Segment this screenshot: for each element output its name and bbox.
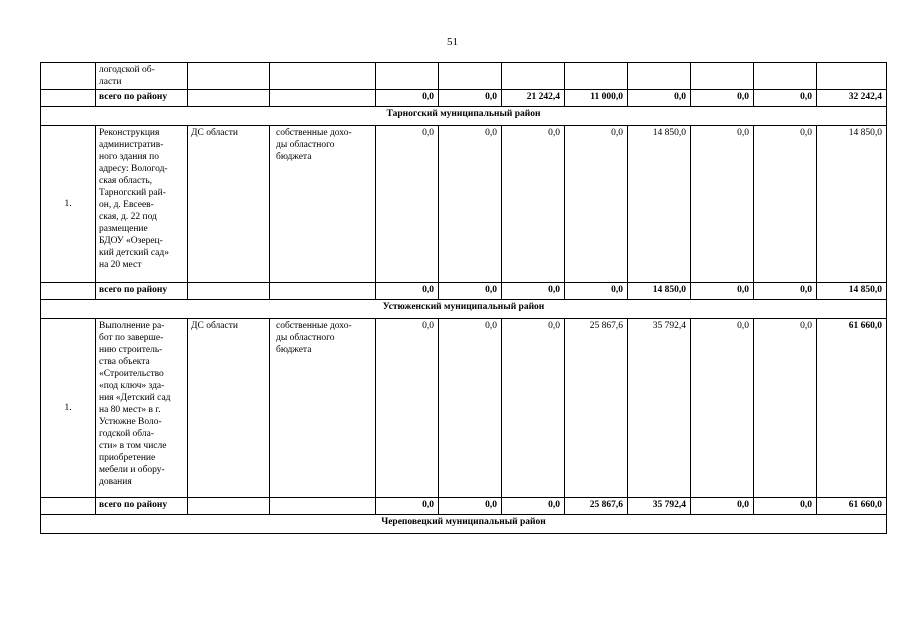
district-header-row bbox=[41, 515, 887, 534]
total-value: 14 850,0 bbox=[817, 283, 887, 300]
total-value: 0,0 bbox=[439, 498, 502, 515]
total-value: 0,0 bbox=[691, 283, 754, 300]
value-cell: 0,0 bbox=[439, 126, 502, 283]
continuation-row bbox=[41, 63, 887, 90]
total-value: 0,0 bbox=[754, 283, 817, 300]
total-row bbox=[41, 498, 887, 515]
total-value: 0,0 bbox=[754, 498, 817, 515]
row-index: 1. bbox=[41, 319, 96, 498]
total-label: всего по району bbox=[96, 283, 188, 300]
district-name: Череповецкий муниципальный район bbox=[41, 515, 887, 534]
total-value: 14 850,0 bbox=[628, 283, 691, 300]
total-value: 32 242,4 bbox=[817, 90, 887, 107]
total-value: 0,0 bbox=[376, 498, 439, 515]
value-cell: 61 660,0 bbox=[817, 319, 887, 498]
total-label: всего по району bbox=[96, 498, 188, 515]
value-cell: 0,0 bbox=[754, 126, 817, 283]
total-value: 0,0 bbox=[691, 90, 754, 107]
total-value: 0,0 bbox=[502, 283, 565, 300]
value-cell: 0,0 bbox=[376, 319, 439, 498]
total-row bbox=[41, 283, 887, 300]
total-value: 0,0 bbox=[565, 283, 628, 300]
total-value: 21 242,4 bbox=[502, 90, 565, 107]
total-value: 0,0 bbox=[691, 498, 754, 515]
total-value: 0,0 bbox=[439, 90, 502, 107]
project-row bbox=[41, 319, 887, 498]
funding-source: собственные дохо- ды областного бюджета bbox=[270, 319, 376, 498]
continuation-name: логодской об- ласти bbox=[96, 63, 188, 90]
value-cell: 35 792,4 bbox=[628, 319, 691, 498]
funding-source: собственные дохо- ды областного бюджета bbox=[270, 126, 376, 283]
responsible: ДС области bbox=[188, 319, 270, 498]
value-cell: 0,0 bbox=[691, 319, 754, 498]
total-value: 0,0 bbox=[376, 90, 439, 107]
value-cell: 0,0 bbox=[565, 126, 628, 283]
value-cell: 14 850,0 bbox=[817, 126, 887, 283]
total-label: всего по району bbox=[96, 90, 188, 107]
project-name: Выполнение ра- бот по заверше- нию строитель- ства объекта «Строительство «под ключ» зда- ния «Детский сад на 80 мест» в г. Устюжне Воло- годской обла- сти» в том числе приобретение мебели и обору- дования bbox=[96, 319, 188, 498]
value-cell: 0,0 bbox=[754, 319, 817, 498]
page-number: 51 bbox=[447, 36, 458, 48]
total-value: 11 000,0 bbox=[565, 90, 628, 107]
total-value: 0,0 bbox=[439, 283, 502, 300]
district-name: Тарногский муниципальный район bbox=[41, 107, 887, 126]
total-value: 0,0 bbox=[754, 90, 817, 107]
value-cell: 0,0 bbox=[502, 319, 565, 498]
total-value: 35 792,4 bbox=[628, 498, 691, 515]
total-value: 25 867,6 bbox=[565, 498, 628, 515]
total-value: 0,0 bbox=[502, 498, 565, 515]
row-index: 1. bbox=[41, 126, 96, 283]
value-cell: 25 867,6 bbox=[565, 319, 628, 498]
value-cell: 0,0 bbox=[439, 319, 502, 498]
budget-table bbox=[40, 62, 887, 534]
district-name: Устюженский муниципальный район bbox=[41, 300, 887, 319]
responsible: ДС области bbox=[188, 126, 270, 283]
project-row bbox=[41, 126, 887, 283]
total-value: 0,0 bbox=[376, 283, 439, 300]
total-value: 61 660,0 bbox=[817, 498, 887, 515]
value-cell: 0,0 bbox=[691, 126, 754, 283]
value-cell: 14 850,0 bbox=[628, 126, 691, 283]
district-header-row bbox=[41, 107, 887, 126]
total-row bbox=[41, 90, 887, 107]
value-cell: 0,0 bbox=[376, 126, 439, 283]
value-cell: 0,0 bbox=[502, 126, 565, 283]
district-header-row bbox=[41, 300, 887, 319]
project-name: Реконструкция административ- ного здания по адресу: Вологод- ская область, Тарногский рай- он, д. Евсеев- ская, д. 22 под размещение БДОУ «Озерец- кий детский сад» на 20 мест bbox=[96, 126, 188, 283]
total-value: 0,0 bbox=[628, 90, 691, 107]
